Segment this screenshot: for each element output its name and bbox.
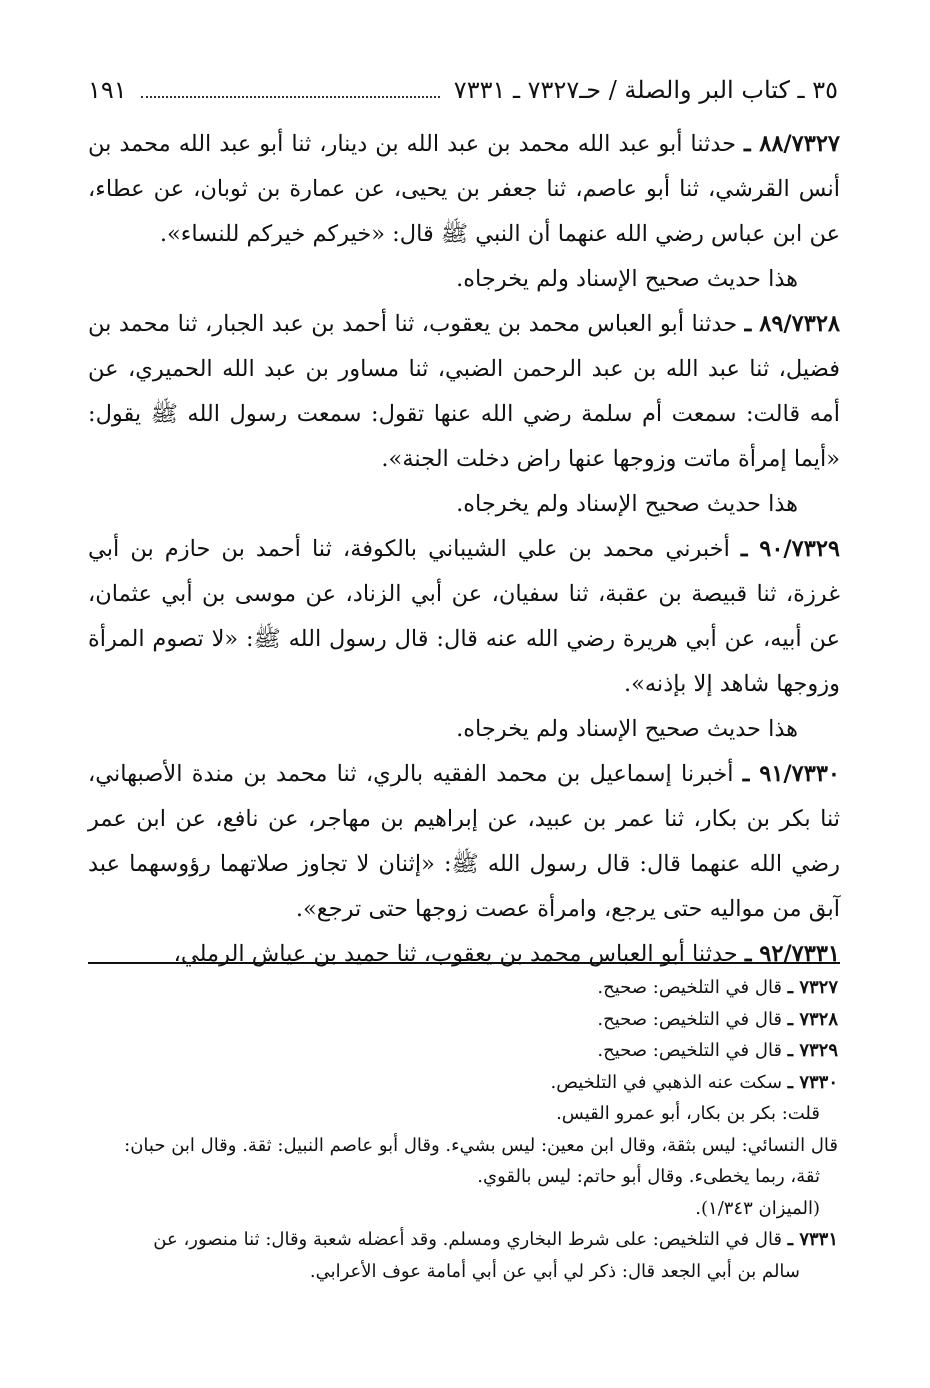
hadith-text: حدثنا أبو العباس محمد بن يعقوب، ثنا حميد بن عياش الرملي، [173,941,738,967]
footnote-text: قال في التلخيص: صحيح. [597,977,783,998]
hadith-7330 [88,752,840,932]
header-dot-leader [141,82,440,98]
footnote-7330-reference: (الميزان ١/٣٤٣). [695,1197,820,1219]
footnote-number: ٧٣٢٧ ـ [787,977,838,998]
main-text [88,122,840,977]
hadith-7328 [88,302,840,482]
hadith-verdict: هذا حديث صحيح الإسناد ولم يخرجاه. [456,716,798,742]
hadith-text: أخبرني محمد بن علي الشيباني بالكوفة، ثنا أحمد بن حازم بن أبي غرزة، ثنا قبيصة بن عقبة، ثنا سفيان، عن أبي الزناد، عن موسى بن أبي عثمان، عن أبيه، عن أبي هريرة رضي الله عنه قال: قال رسول الله ﷺ: «لا تصوم المرأة وزوجها شاهد إلا بإذنه». [88,536,840,697]
page-number: ١٩١ [88,76,127,104]
footnote-text: سكت عنه الذهبي في التلخيص. [550,1071,783,1093]
hadith-7327 [88,122,840,257]
hadith-verdict: هذا حديث صحيح الإسناد ولم يخرجاه. [456,491,798,517]
footnotes [94,972,838,1287]
footnote-text: قال في التلخيص: على شرط البخاري ومسلم. وقد أعضله شعبة وقال: ثنا منصور، عن [153,1229,783,1250]
footnote-7331 [94,1224,838,1256]
footnote-text: قال في التلخيص: صحيح. [597,1040,783,1061]
footnote-7330-comment: قلت: بكر بن بكار، أبو عمرو القيس. [556,1103,820,1124]
chapter-title: ٣٥ ـ كتاب البر والصلة / حـ٧٣٢٧ ـ ٧٣٣١ [453,76,838,104]
hadith-7331 [88,932,840,977]
footnote-number: ٧٣٣٠ ـ [787,1071,838,1093]
footnote-7330 [94,1067,838,1099]
hadith-text: حدثنا أبو العباس محمد بن يعقوب، ثنا أحمد بن عبد الجبار، ثنا محمد بن فضيل، ثنا عبد الله بن عبد الرحمن الضبي، ثنا مساور بن عبد الله الحميري، عن أمه قالت: سمعت أم سلمة رضي الله عنها تقول: سمعت رسول الله ﷺ يقول: «أيما إمرأة ماتت وزوجها عنها راض دخلت الجنة». [88,311,840,472]
hadith-text: أخبرنا إسماعيل بن محمد الفقيه بالري، ثنا محمد بن مندة الأصبهاني، ثنا بكر بن بكار، ثنا عمر بن عبيد، عن إبراهيم بن مهاجر، عن نافع، عن ابن عمر رضي الله عنهما قال: قال رسول الله ﷺ: «إثنان لا تجاوز صلاتهما رؤوسهما عبد آبق من مواليه حتى يرجع، وامرأة عصت زوجها حتى ترجع». [88,761,840,922]
hadith-7329 [88,527,840,707]
footnote-7330-critique-cont: ثقة، ربما يخطىء. وقال أبو حاتم: ليس بالقوي. [477,1166,820,1187]
hadith-number: ٩١/٧٣٣٠ ـ [742,761,840,787]
footnote-7331-cont: سالم بن أبي الجعد قال: ذكر لي أبي عن أبي أمامة عوف الأعرابي. [309,1260,800,1282]
footnote-number: ٧٣٣١ ـ [787,1229,838,1250]
hadith-number: ٨٨/٧٣٢٧ ـ [744,131,840,157]
footnote-number: ٧٣٢٨ ـ [787,1008,838,1030]
footnote-7329 [94,1035,838,1067]
footnote-divider [88,962,840,964]
running-header [88,70,838,110]
footnote-7330-critique: قال النسائي: ليس بثقة، وقال ابن معين: ليس بشيء. وقال أبو عاصم النبيل: ثقة. وقال ابن حبان: [124,1134,838,1156]
hadith-number: ٩٢/٧٣٣١ ـ [744,941,840,967]
footnote-7328 [94,1004,838,1036]
footnote-number: ٧٣٢٩ ـ [787,1040,838,1061]
hadith-number: ٨٩/٧٣٢٨ ـ [744,311,840,337]
hadith-text: حدثنا أبو عبد الله محمد بن عبد الله بن دينار، ثنا أبو عبد الله محمد بن أنس القرشي، ثنا أبو عاصم، ثنا جعفر بن يحيى، عن عمارة بن ثوبان، عن عطاء، عن ابن عباس رضي الله عنهما أن النبي ﷺ قال: «خيركم خيركم للنساء». [88,131,840,247]
footnote-text: قال في التلخيص: صحيح. [597,1008,783,1030]
hadith-verdict: هذا حديث صحيح الإسناد ولم يخرجاه. [456,266,798,292]
hadith-number: ٩٠/٧٣٢٩ ـ [740,536,840,562]
footnote-7327 [94,972,838,1004]
